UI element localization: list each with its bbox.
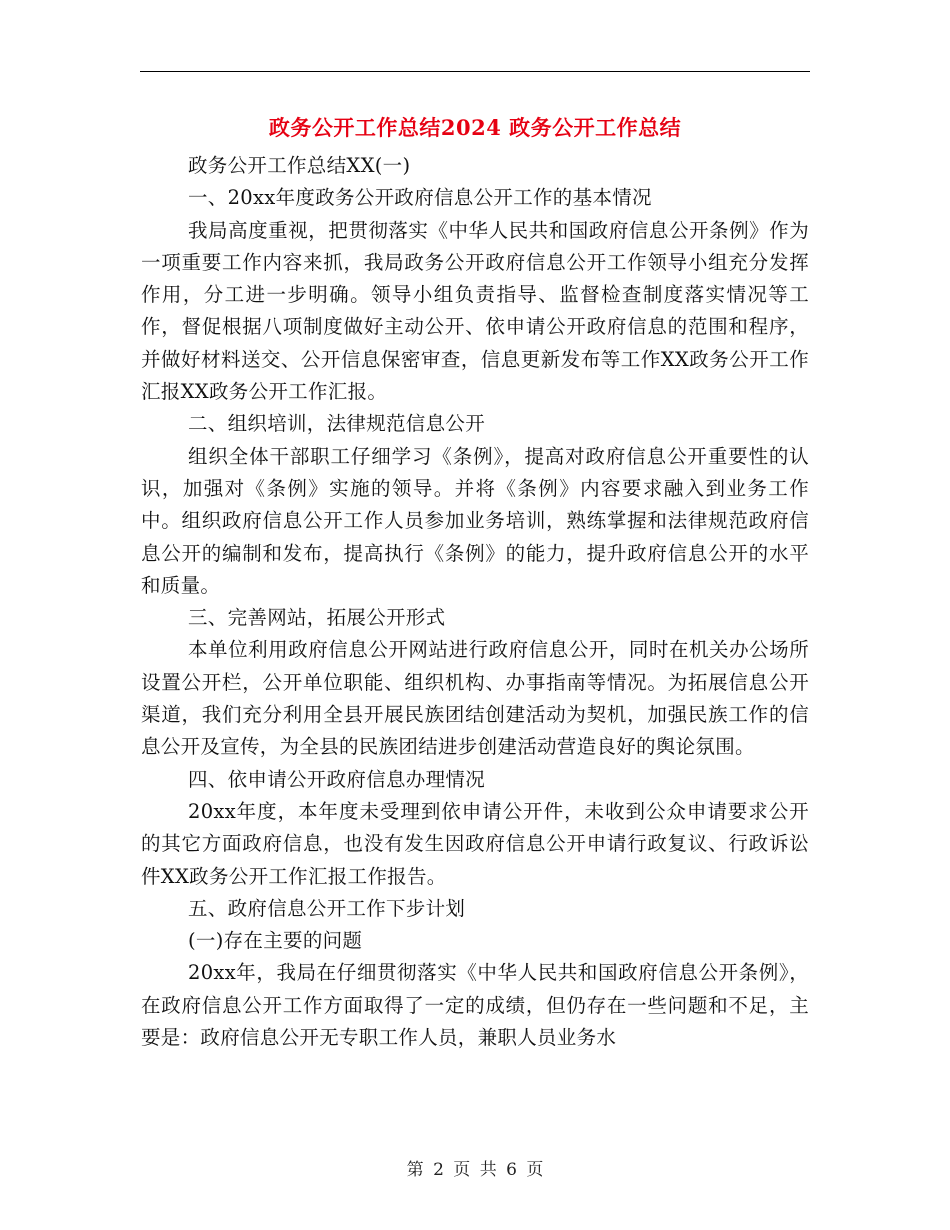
paragraph: 20xx年度，本年度未受理到依申请公开件，未收到公众申请要求公开的其它方面政府信息，也没有发生因政府信息公开申请行政复议、行政诉讼件XX政务公开工作汇报工作报告。 xyxy=(141,799,809,888)
paragraph: 政务公开工作总结XX(一) xyxy=(188,154,411,177)
header-rule xyxy=(140,71,810,72)
paragraph: 四、依申请公开政府信息办理情况 xyxy=(188,767,486,791)
paragraph: 组织全体干部职工仔细学习《条例》，提高对政府信息公开重要性的认识，加强对《条例》实施的领导。并将《条例》内容要求融入到业务工作中。组织政府信息公开工作人员参加业务培训，熟练掌握和法律规范政府信息公开的编制和发布，提高执行《条例》的能力，提升政府信息公开的水平和质量。 xyxy=(141,444,809,597)
paragraph: 二、组织培训，法律规范信息公开 xyxy=(188,412,486,436)
paragraph: 我局高度重视，把贯彻落实《中华人民共和国政府信息公开条例》作为一项重要工作内容来抓，我局政务公开政府信息公开工作领导小组充分发挥作用，分工进一步明确。领导小组负责指导、监督检查制度落实情况等工作，督促根据八项制度做好主动公开、依申请公开政府信息的范围和程序，并做好材料送交、公开信息保密审查，信息更新发布等工作XX政务公开工作汇报XX政务公开工作汇报。 xyxy=(141,218,809,404)
paragraph: 一、20xx年度政务公开政府信息公开工作的基本情况 xyxy=(188,186,652,210)
document-title: 政务公开工作总结2024 政务公开工作总结 xyxy=(268,115,682,140)
paragraph: (一)存在主要的问题 xyxy=(188,929,363,953)
paragraph: 五、政府信息公开工作下步计划 xyxy=(188,896,466,920)
paragraph: 20xx年，我局在仔细贯彻落实《中华人民共和国政府信息公开条例》，在政府信息公开工作方面取得了一定的成绩，但仍存在一些问题和不足，主要是：政府信息公开无专职工作人员，兼职人员业务水 xyxy=(141,961,809,1050)
document-body xyxy=(141,150,809,1054)
paragraph: 三、完善网站，拓展公开形式 xyxy=(188,606,446,630)
paragraph: 本单位利用政府信息公开网站进行政府信息公开，同时在机关办公场所设置公开栏，公开单位职能、组织机构、办事指南等情况。为拓展信息公开渠道，我们充分利用全县开展民族团结创建活动为契机，加强民族工作的信息公开及宣传，为全县的民族团结进步创建活动营造良好的舆论氛围。 xyxy=(141,638,809,759)
page-footer: 第 2 页 共 6 页 xyxy=(406,1160,544,1180)
